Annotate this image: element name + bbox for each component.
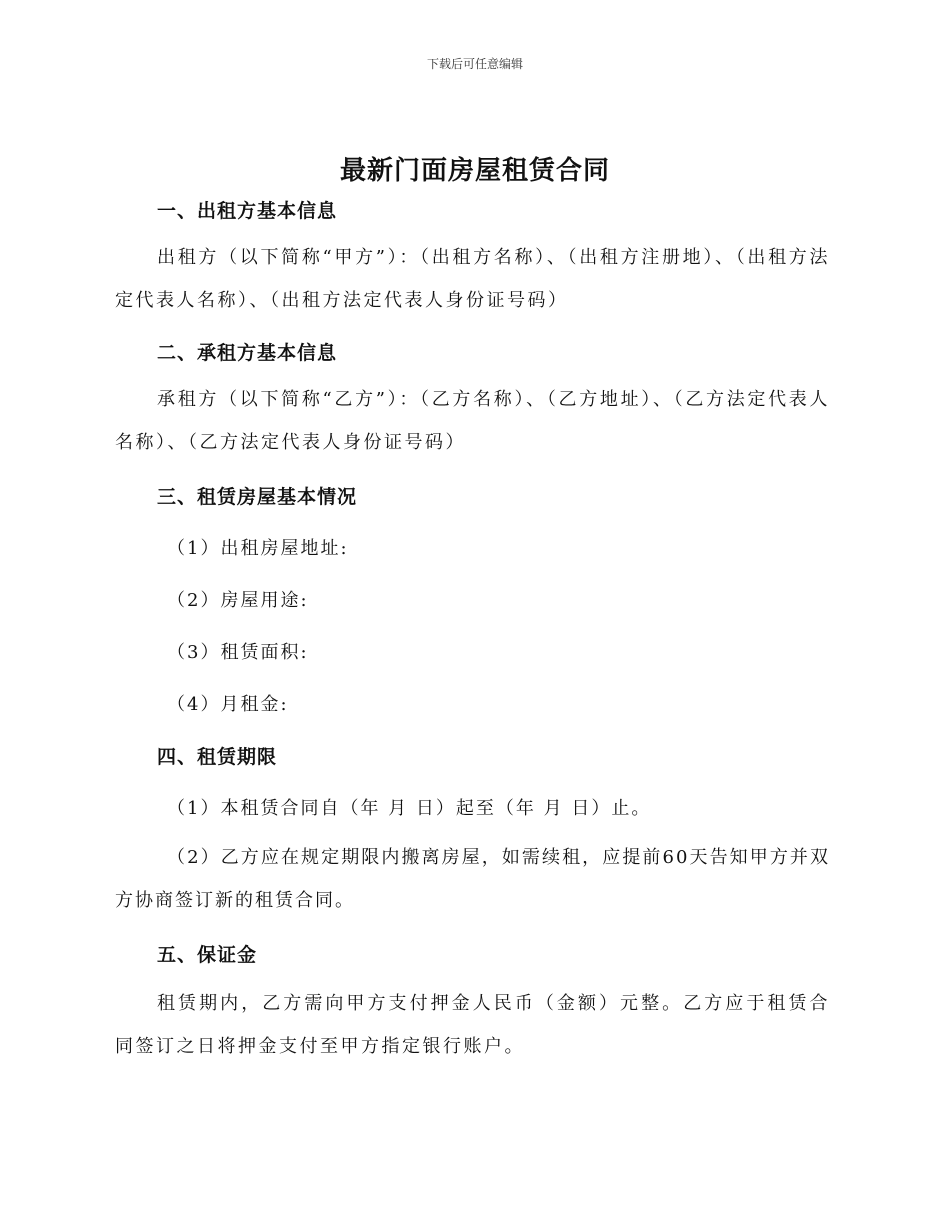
header-note: 下载后可任意编辑	[426, 57, 523, 71]
section-lessor-info	[115, 196, 830, 322]
section-deposit	[115, 940, 830, 1068]
list-item: （2）乙方应在规定期限内搬离房屋，如需续租，应提前60天告知甲方并双方协商签订新的租赁合同。	[115, 847, 830, 911]
list-item: （1）本租赁合同自（年 月 日）起至（年 月 日）止。	[167, 798, 652, 819]
list-item: （1）出租房屋地址:	[167, 538, 349, 559]
section-lease-term	[115, 742, 830, 922]
list-item: （4）月租金:	[167, 694, 289, 715]
section-heading: 二、承租方基本信息	[157, 342, 338, 364]
list-item: （3）租赁面积:	[167, 642, 309, 663]
section-heading: 一、出租方基本信息	[157, 200, 338, 222]
section-heading: 五、保证金	[157, 944, 258, 966]
section-heading: 四、租赁期限	[157, 746, 278, 768]
section-paragraph: 租赁期内，乙方需向甲方支付押金人民币（金额）元整。乙方应于租赁合同签订之日将押金支付至甲方指定银行账户。	[115, 993, 830, 1057]
document-title: 最新门面房屋租赁合同	[339, 156, 610, 186]
list-item: （2）房屋用途:	[167, 590, 309, 611]
document-body	[115, 196, 830, 1068]
section-paragraph: 承租方（以下简称“乙方”）：（乙方名称）、（乙方地址）、（乙方法定代表人名称）、（乙方法定代表人身份证号码）	[115, 389, 830, 453]
section-paragraph: 出租方（以下简称“甲方”）：（出租方名称）、（出租方注册地）、（出租方法定代表人名称）、（出租方法定代表人身份证号码）	[115, 247, 830, 311]
section-property-info	[115, 482, 830, 720]
section-heading: 三、租赁房屋基本情况	[157, 486, 358, 508]
section-lessee-info	[115, 338, 830, 464]
